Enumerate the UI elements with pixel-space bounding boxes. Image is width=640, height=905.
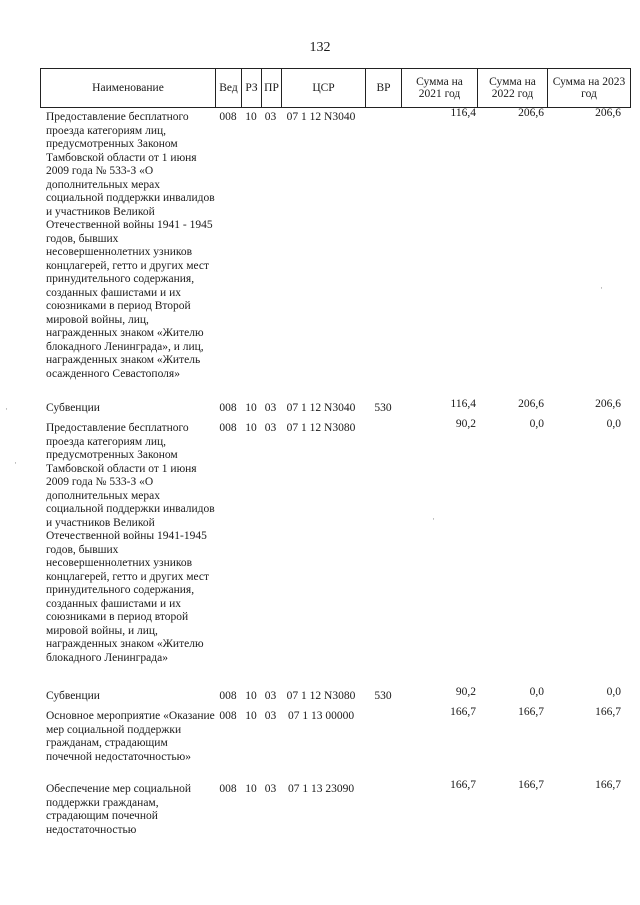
scan-speck: · <box>600 283 603 293</box>
row-sum-2022: 0,0 <box>529 418 544 430</box>
row-csr: 07 1 12 N3040 <box>286 111 356 123</box>
row-sum-2023: 206,6 <box>595 107 621 119</box>
row-ved: 008 <box>219 402 237 414</box>
header-sum-2023: Сумма на 2023 год <box>548 69 631 108</box>
table-header <box>40 68 631 108</box>
row-sum-2021: 166,7 <box>450 779 476 791</box>
row-name: Субвенции <box>46 402 100 414</box>
row-rz: 10 <box>245 111 257 123</box>
scan-speck: · <box>432 514 435 524</box>
header-ved: Вед <box>216 69 242 108</box>
row-sum-2023: 206,6 <box>595 398 621 410</box>
row-ved: 008 <box>219 783 237 795</box>
row-rz: 10 <box>245 783 257 795</box>
row-sum-2022: 206,6 <box>518 107 544 119</box>
row-pr: 03 <box>264 422 277 434</box>
row-sum-2021: 116,4 <box>450 398 476 410</box>
row-rz: 10 <box>245 710 257 722</box>
header-sum-2021: Сумма на 2021 год <box>402 69 478 108</box>
row-name: Основное мероприятие «Оказание мер социальной поддержки гражданам, страдающим почечной недостаточностью» <box>46 710 215 763</box>
row-csr: 07 1 13 23090 <box>287 783 355 795</box>
row-csr: 07 1 12 N3040 <box>286 402 356 414</box>
row-name: Обеспечение мер социальной поддержки гражданам, страдающим почечной недостаточностью <box>46 783 192 836</box>
header-csr: ЦСР <box>282 69 366 108</box>
row-csr: 07 1 13 00000 <box>287 710 355 722</box>
row-sum-2021: 90,2 <box>455 686 476 698</box>
row-vr: 530 <box>374 690 392 702</box>
row-pr: 03 <box>264 402 277 414</box>
row-rz: 10 <box>245 402 257 414</box>
scan-speck: · <box>5 404 8 414</box>
scan-speck: · <box>14 458 17 468</box>
row-ved: 008 <box>219 111 237 123</box>
header-sum-2022: Сумма на 2022 год <box>478 69 548 108</box>
header-vr: ВР <box>366 69 402 108</box>
row-sum-2021: 166,7 <box>450 706 476 718</box>
header-pr: ПР <box>262 69 282 108</box>
row-ved: 008 <box>219 422 237 434</box>
row-name: Предоставление бесплатного проезда категориям лиц, предусмотренных Законом Тамбовской области от 1 июня 2009 года № 533-З «О дополнительных мерах социальной поддержки инвалидов и участников Великой Отечественной войны 1941 - 1945 годов, бывших несовершеннолетних узников концлагерей, гетто и других мест принудительного содержания, созданных фашистами и их союзниками в период Второй мировой войны, лиц, награжденных знаком «Жителю блокадного Ленинграда», и лиц, награжденных знаком «Житель осажденного Севастополя» <box>46 111 215 380</box>
row-rz: 10 <box>245 422 257 434</box>
header-rz: РЗ <box>242 69 262 108</box>
page-number: 132 <box>309 40 331 55</box>
row-sum-2023: 0,0 <box>606 418 621 430</box>
header-name: Наименование <box>41 69 216 108</box>
row-ved: 008 <box>219 690 237 702</box>
row-name: Субвенции <box>46 690 100 702</box>
row-sum-2022: 206,6 <box>518 398 544 410</box>
row-sum-2023: 166,7 <box>595 706 621 718</box>
row-sum-2021: 90,2 <box>455 418 476 430</box>
row-sum-2023: 166,7 <box>595 779 621 791</box>
row-ved: 008 <box>219 710 237 722</box>
row-sum-2022: 166,7 <box>518 706 544 718</box>
row-name: Предоставление бесплатного проезда категориям лиц, предусмотренных Законом Тамбовской области от 1 июня 2009 года № 533-З «О дополнительных мерах социальной поддержки инвалидов и участников Великой Отечественной войны 1941-1945 годов, бывших несовершеннолетних узников концлагерей, гетто и других мест принудительного содержания, созданных фашистами и их союзниками в период второй мировой войны, и лиц, награжденных знаком «Жителю блокадного Ленинграда» <box>46 422 215 664</box>
row-pr: 03 <box>264 111 277 123</box>
row-rz: 10 <box>245 690 257 702</box>
row-pr: 03 <box>264 690 277 702</box>
row-sum-2023: 0,0 <box>606 686 621 698</box>
row-vr: 530 <box>374 402 392 414</box>
row-sum-2022: 0,0 <box>529 686 544 698</box>
row-pr: 03 <box>264 783 277 795</box>
row-pr: 03 <box>264 710 277 722</box>
row-csr: 07 1 12 N3080 <box>286 422 356 434</box>
row-csr: 07 1 12 N3080 <box>286 690 356 702</box>
row-sum-2021: 116,4 <box>450 107 476 119</box>
row-sum-2022: 166,7 <box>518 779 544 791</box>
